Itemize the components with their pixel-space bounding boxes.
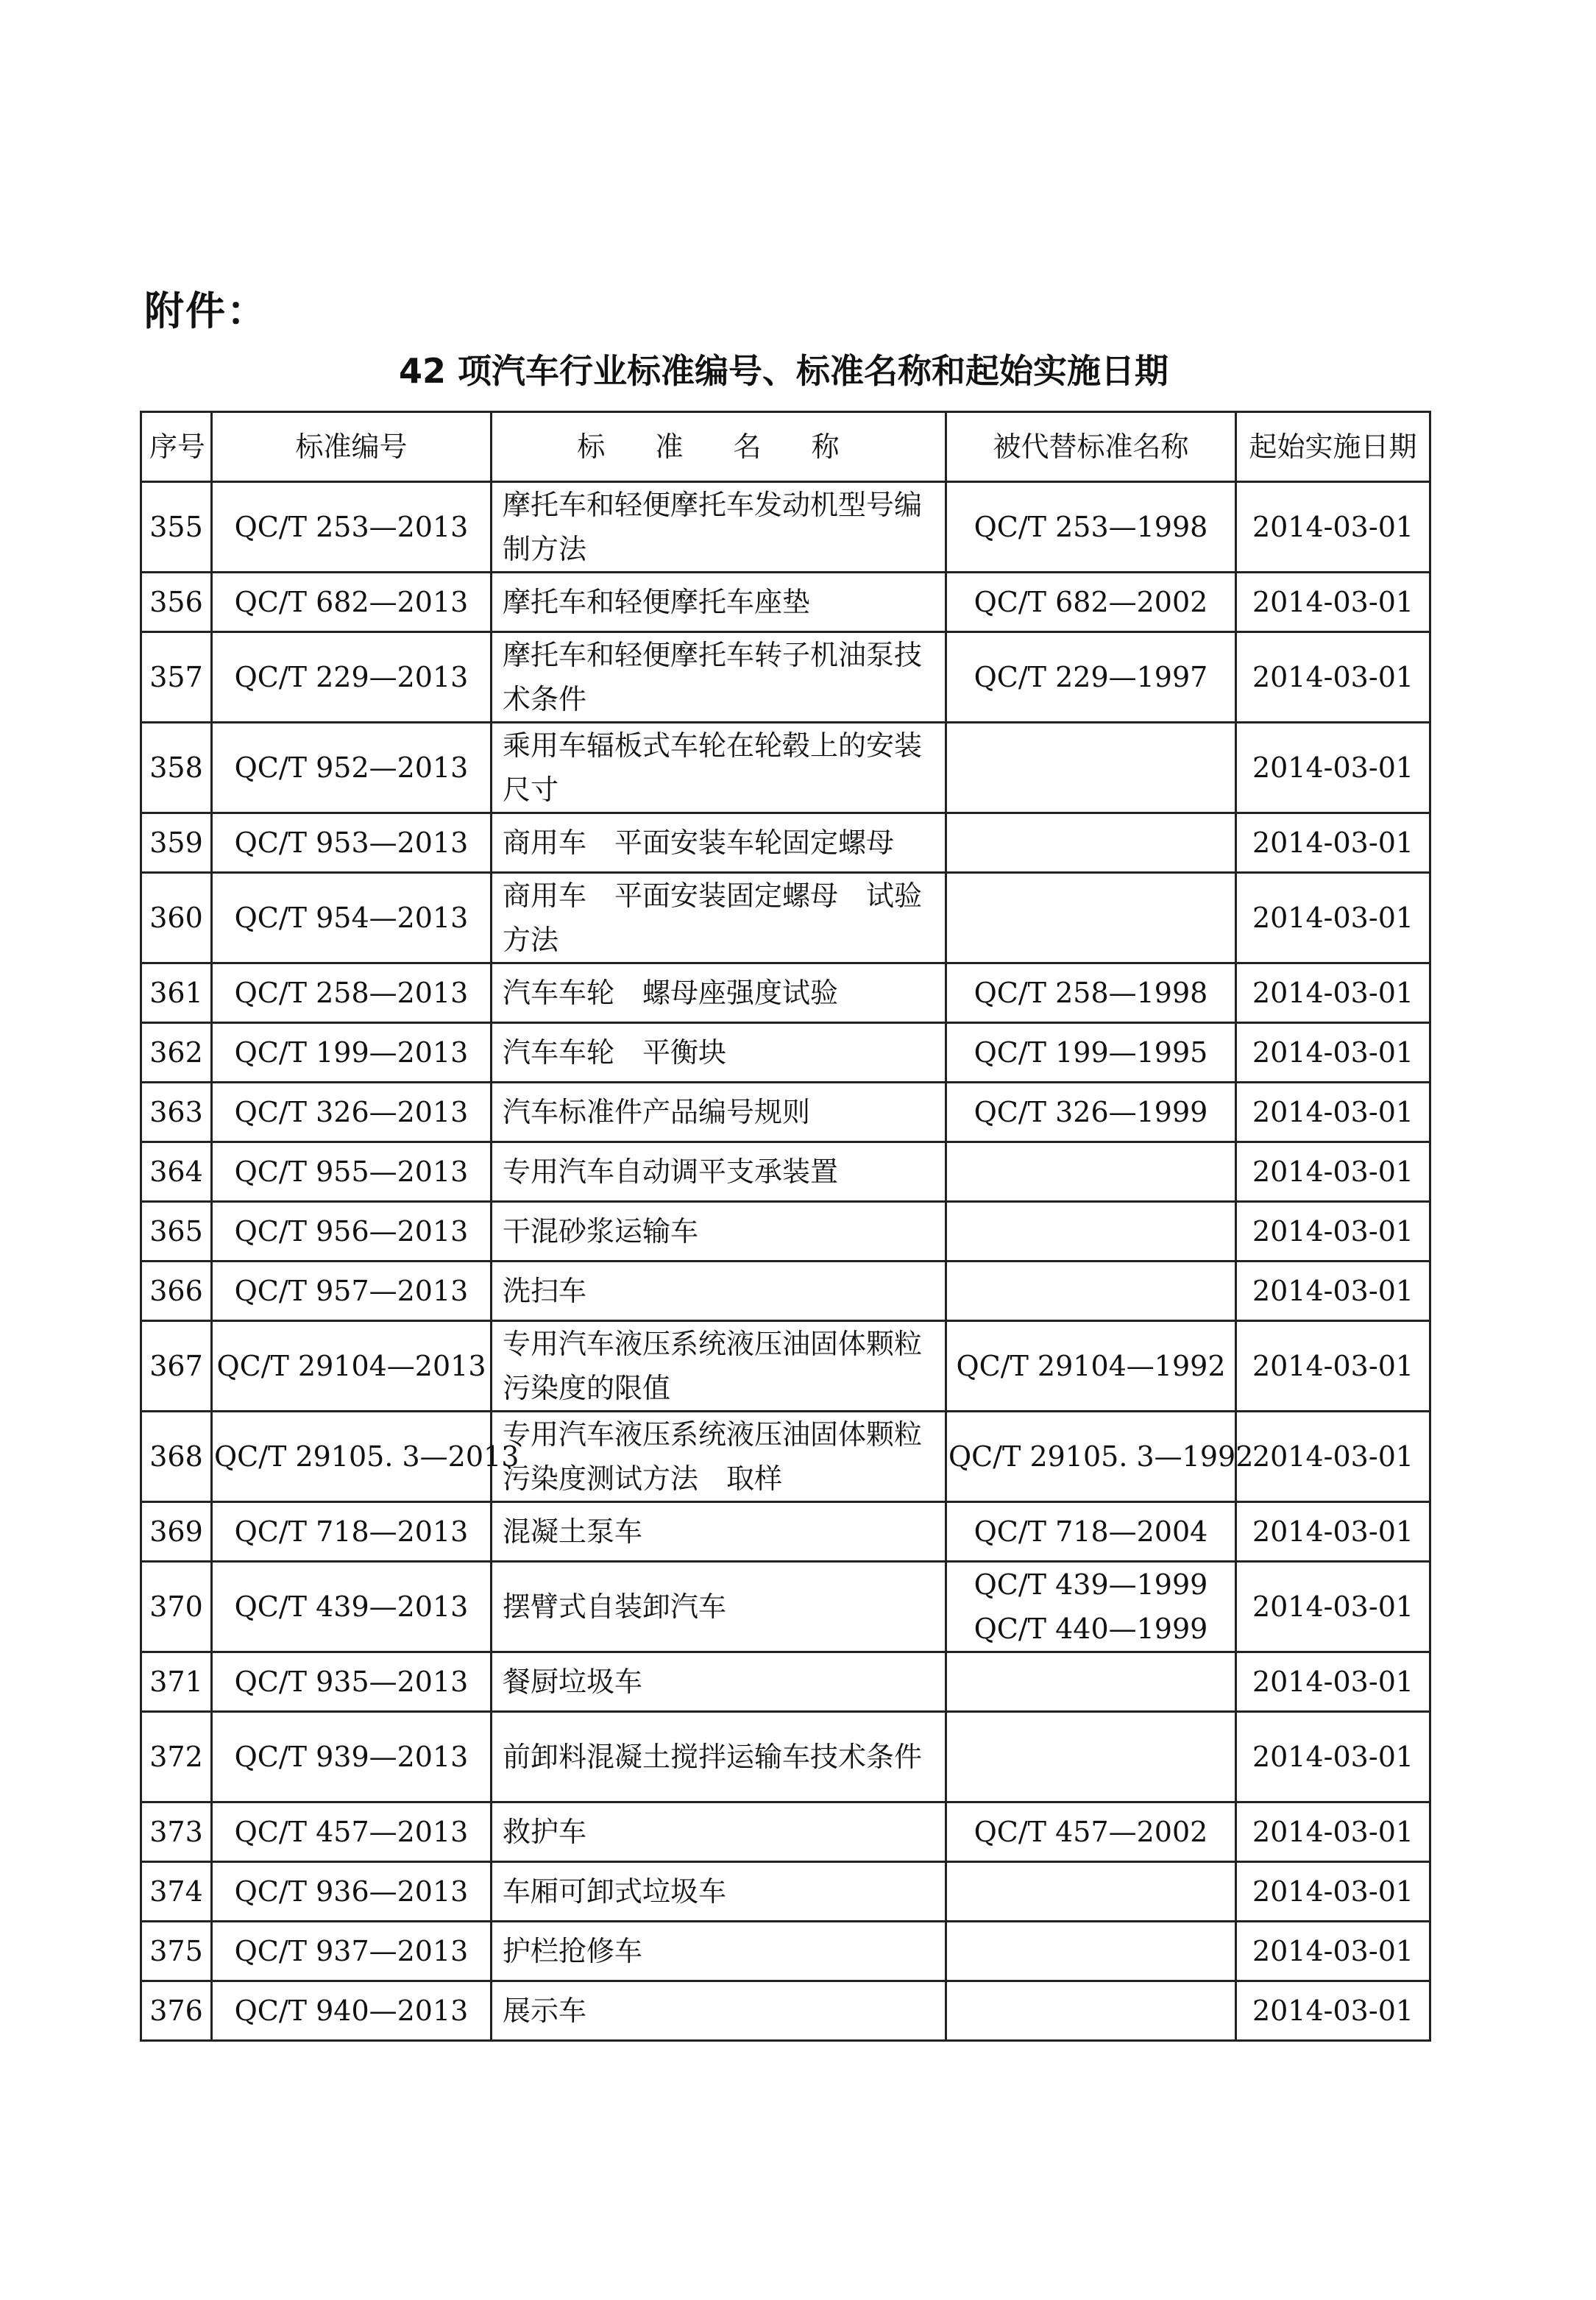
row-replaced [946,873,1236,963]
row-date: 2014-03-01 [1236,1412,1430,1502]
table-row [141,1562,1430,1652]
row-seq: 367 [141,1321,212,1412]
row-date: 2014-03-01 [1236,1202,1430,1262]
table-row [141,723,1430,813]
row-code: QC/T 954—2013 [212,873,492,963]
row-replaced [946,1142,1236,1202]
row-code: QC/T 937—2013 [212,1922,492,1981]
row-code: QC/T 258—2013 [212,963,492,1023]
row-code: QC/T 718—2013 [212,1502,492,1562]
row-date: 2014-03-01 [1236,1862,1430,1922]
row-code: QC/T 229—2013 [212,632,492,723]
row-name: 汽车车轮 螺母座强度试验 [492,963,946,1023]
row-name: 专用汽车自动调平支承装置 [492,1142,946,1202]
row-replaced [946,1023,1236,1083]
row-code: QC/T 439—2013 [212,1562,492,1652]
row-code: QC/T 952—2013 [212,723,492,813]
row-date: 2014-03-01 [1236,873,1430,963]
row-name: 干混砂浆运输车 [492,1202,946,1262]
replaced-standard: QC/T 229—1997 [973,661,1208,693]
row-name: 商用车 平面安装车轮固定螺母 [492,813,946,873]
row-date: 2014-03-01 [1236,1652,1430,1712]
table-row [141,1321,1430,1412]
row-seq: 371 [141,1652,212,1712]
row-date: 2014-03-01 [1236,1083,1430,1142]
row-seq: 365 [141,1202,212,1262]
table-row [141,1412,1430,1502]
row-date: 2014-03-01 [1236,482,1430,573]
table-row [141,632,1430,723]
row-name: 汽车车轮 平衡块 [492,1023,946,1083]
row-replaced [946,1321,1236,1412]
replaced-standard: QC/T 199—1995 [973,1036,1208,1069]
row-replaced [946,482,1236,573]
table-header-row [141,412,1430,482]
row-seq: 355 [141,482,212,573]
row-name: 摩托车和轻便摩托车转子机油泵技术条件 [492,632,946,723]
row-code: QC/T 936—2013 [212,1862,492,1922]
standards-table [140,411,1431,2042]
table-row [141,1083,1430,1142]
row-replaced [946,1712,1236,1802]
table-row [141,1502,1430,1562]
row-date: 2014-03-01 [1236,1562,1430,1652]
row-date: 2014-03-01 [1236,1502,1430,1562]
table-row [141,1262,1430,1321]
replaced-standard: QC/T 457—2002 [973,1816,1208,1848]
row-replaced [946,1802,1236,1862]
header-code: 标准编号 [212,412,492,482]
table-row [141,1981,1430,2041]
replaced-standard: QC/T 439—1999 [973,1568,1208,1601]
document-title: 42 项汽车行业标准编号、标准名称和起始实施日期 [398,351,1169,391]
replaced-standard: QC/T 258—1998 [973,977,1208,1009]
row-replaced [946,1502,1236,1562]
row-replaced [946,1262,1236,1321]
row-replaced [946,1922,1236,1981]
row-seq: 369 [141,1502,212,1562]
row-seq: 370 [141,1562,212,1652]
replaced-standard: QC/T 718—2004 [973,1515,1208,1548]
replaced-standard: QC/T 29105. 3—1992 [948,1440,1254,1473]
row-name: 前卸料混凝土搅拌运输车技术条件 [492,1712,946,1802]
row-replaced [946,723,1236,813]
row-date: 2014-03-01 [1236,1981,1430,2041]
row-name: 商用车 平面安装固定螺母 试验方法 [492,873,946,963]
row-date: 2014-03-01 [1236,632,1430,723]
row-replaced [946,1083,1236,1142]
row-date: 2014-03-01 [1236,723,1430,813]
row-date: 2014-03-01 [1236,1142,1430,1202]
row-code: QC/T 29104—2013 [212,1321,492,1412]
row-date: 2014-03-01 [1236,963,1430,1023]
row-code: QC/T 939—2013 [212,1712,492,1802]
row-date: 2014-03-01 [1236,1922,1430,1981]
row-replaced [946,573,1236,632]
table-row [141,1922,1430,1981]
table-body [141,482,1430,2041]
row-replaced [946,632,1236,723]
row-name: 混凝土泵车 [492,1502,946,1562]
row-replaced [946,813,1236,873]
row-replaced [946,963,1236,1023]
replaced-standard: QC/T 440—1999 [973,1613,1208,1645]
header-replaced: 被代替标准名称 [946,412,1236,482]
row-code: QC/T 457—2013 [212,1802,492,1862]
table-row [141,963,1430,1023]
row-name: 摩托车和轻便摩托车发动机型号编制方法 [492,482,946,573]
row-name: 展示车 [492,1981,946,2041]
row-seq: 361 [141,963,212,1023]
row-code: QC/T 682—2013 [212,573,492,632]
row-seq: 372 [141,1712,212,1802]
row-seq: 357 [141,632,212,723]
row-seq: 362 [141,1023,212,1083]
attachment-label: 附件： [144,288,268,334]
row-date: 2014-03-01 [1236,1023,1430,1083]
header-date: 起始实施日期 [1236,412,1430,482]
table-row [141,1142,1430,1202]
row-code: QC/T 953—2013 [212,813,492,873]
row-code: QC/T 253—2013 [212,482,492,573]
table-row [141,1712,1430,1802]
table-row [141,873,1430,963]
table-row [141,1652,1430,1712]
replaced-standard: QC/T 253—1998 [973,511,1208,543]
row-seq: 373 [141,1802,212,1862]
row-seq: 356 [141,573,212,632]
row-name: 乘用车辐板式车轮在轮毂上的安装尺寸 [492,723,946,813]
table-row [141,813,1430,873]
header-name: 标 准 名 称 [492,412,946,482]
replaced-standard: QC/T 682—2002 [973,586,1208,618]
replaced-standard: QC/T 326—1999 [973,1096,1208,1128]
row-date: 2014-03-01 [1236,1802,1430,1862]
table-row [141,1202,1430,1262]
header-seq: 序号 [141,412,212,482]
row-date: 2014-03-01 [1236,813,1430,873]
row-replaced [946,1652,1236,1712]
row-seq: 363 [141,1083,212,1142]
row-replaced [946,1412,1254,1502]
row-code: QC/T 940—2013 [212,1981,492,2041]
row-name: 车厢可卸式垃圾车 [492,1862,946,1922]
table-row [141,573,1430,632]
row-date: 2014-03-01 [1236,1712,1430,1802]
row-name: 专用汽车液压系统液压油固体颗粒污染度的限值 [492,1321,946,1412]
row-code: QC/T 935—2013 [212,1652,492,1712]
row-code: QC/T 29105. 3—2013 [212,1412,492,1502]
row-date: 2014-03-01 [1236,573,1430,632]
table-row [141,1023,1430,1083]
row-seq: 368 [141,1412,212,1502]
row-name: 护栏抢修车 [492,1922,946,1981]
row-seq: 360 [141,873,212,963]
row-code: QC/T 957—2013 [212,1262,492,1321]
table-row [141,1802,1430,1862]
row-seq: 359 [141,813,212,873]
row-name: 摩托车和轻便摩托车座垫 [492,573,946,632]
row-name: 餐厨垃圾车 [492,1652,946,1712]
row-replaced [946,1562,1236,1652]
row-code: QC/T 956—2013 [212,1202,492,1262]
row-date: 2014-03-01 [1236,1262,1430,1321]
row-code: QC/T 326—2013 [212,1083,492,1142]
table-row [141,1862,1430,1922]
row-name: 洗扫车 [492,1262,946,1321]
row-replaced [946,1862,1236,1922]
row-code: QC/T 199—2013 [212,1023,492,1083]
row-seq: 364 [141,1142,212,1202]
row-date: 2014-03-01 [1236,1321,1430,1412]
row-code: QC/T 955—2013 [212,1142,492,1202]
row-replaced [946,1202,1236,1262]
row-name: 摆臂式自装卸汽车 [492,1562,946,1652]
row-name: 专用汽车液压系统液压油固体颗粒污染度测试方法 取样 [492,1412,946,1502]
row-name: 汽车标准件产品编号规则 [492,1083,946,1142]
row-seq: 375 [141,1922,212,1981]
replaced-standard: QC/T 29104—1992 [956,1350,1226,1382]
row-seq: 358 [141,723,212,813]
row-seq: 376 [141,1981,212,2041]
row-name: 救护车 [492,1802,946,1862]
row-seq: 366 [141,1262,212,1321]
row-replaced [946,1981,1236,2041]
row-seq: 374 [141,1862,212,1922]
table-row [141,482,1430,573]
